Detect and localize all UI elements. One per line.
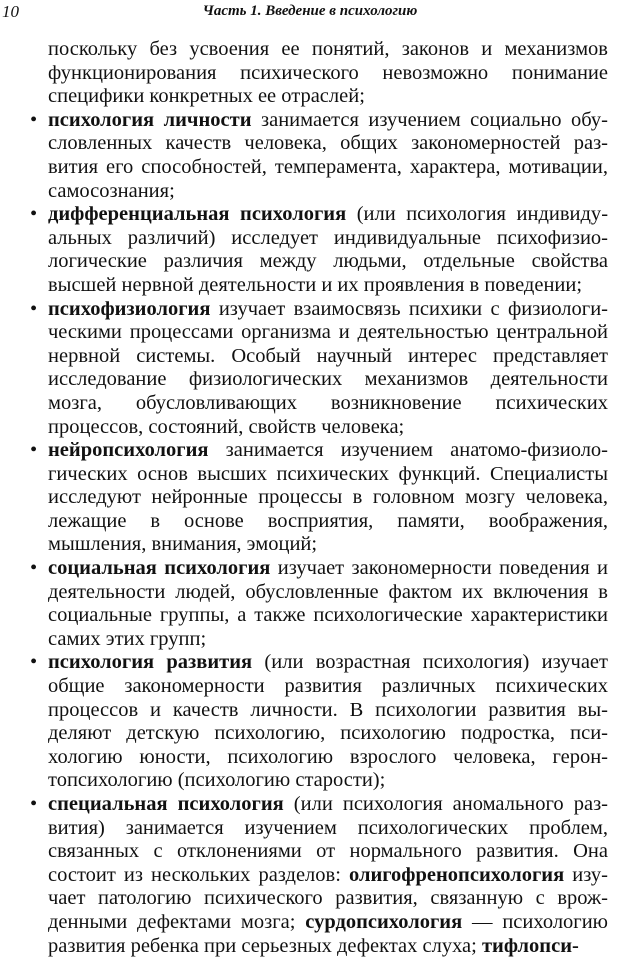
term: сурдопсихология — [305, 910, 463, 933]
bullet: • — [30, 793, 38, 815]
bullet: • — [30, 557, 38, 580]
definition: (или психология индивидуальных различий) исследует индивидуальные психофизиологические различия между людьми, отдельные свойства высшей нервной деятельности и их проявления в поведении; — [48, 203, 609, 296]
list-item-social-psychology — [30, 557, 608, 651]
term: олигофренопсихология — [348, 863, 565, 886]
definition: изучает патологию психического развития, связанную с врожденными дефектами мозга; — [48, 863, 608, 933]
list-item-psychophysiology — [30, 298, 608, 440]
term: специальная психология — [48, 793, 284, 815]
list-item-personality-psychology — [30, 109, 608, 203]
page-number: 10 — [2, 2, 19, 21]
list-item-developmental-psychology — [30, 651, 608, 793]
definition: изучает закономерности поведения и деятельности людей, обусловленные фактом их включения в социальные группы, а также психологические характеристики самих этих групп; — [48, 557, 608, 650]
definition: изучает взаимосвязь психики с физиологическими процессами организма и деятельностью центральной нервной системы. Особый научный интерес представляет исследование физиологических механизмов деятельности мозга, обусловливающих возникновение психических процессов, состояний, свойств человека; — [48, 297, 608, 438]
page-header — [0, 0, 620, 28]
definition: — психологию развития ребенка при серьезных дефектах слуха; — [48, 910, 609, 957]
running-title: Часть 1. Введение в психологию — [202, 3, 418, 19]
bullet: • — [30, 108, 38, 131]
term: нейропсихология — [48, 439, 209, 462]
term: тифлопси- — [481, 934, 579, 957]
term: социальная психология — [48, 557, 271, 580]
term: психология развития — [48, 651, 253, 674]
bullet: • — [30, 203, 38, 226]
list-item-neuropsychology — [30, 439, 608, 557]
list-item-differential-psychology — [30, 203, 608, 297]
definition: занимается изучением анатомо-физиологических основ высших психических функций. Специалисты исследуют нейронные процессы в головном мозгу человека, лежащие в основе восприятия, памяти, воображения, мышления, внимания, эмоций; — [48, 439, 608, 556]
term: психология личности — [48, 108, 252, 131]
definition: занимается изучением социально обусловленных качеств человека, общих закономерностей развития его способностей, темперамента, характера, мотивации, самосознания; — [48, 108, 608, 202]
definition: (или возрастная психология) изучает общие закономерности развития различных психических процессов и качеств личности. В психологии развития выделяют детскую психологию, психологию подростка, психологию юности, психологию взрослого человека, геронтопсихологию (психологию старости); — [48, 651, 608, 792]
intro-paragraph: поскольку без усвоения ее понятий, законов и механизмов функционирования психического невозможно понимание специфики конкретных ее отраслей; — [48, 38, 608, 108]
bullet: • — [30, 439, 38, 462]
term: психофизиология — [48, 297, 211, 320]
body-text — [30, 38, 608, 958]
bullet: • — [30, 651, 38, 674]
bullet: • — [30, 297, 38, 320]
list-item-special-psychology — [30, 793, 608, 958]
definition: (или психология аномального развития) занимается изучением психологических проблем, связанных с отклонениями от нормального развития. Она состоит из нескольких разделов: — [48, 793, 608, 886]
term: дифференциальная психология — [48, 203, 347, 226]
